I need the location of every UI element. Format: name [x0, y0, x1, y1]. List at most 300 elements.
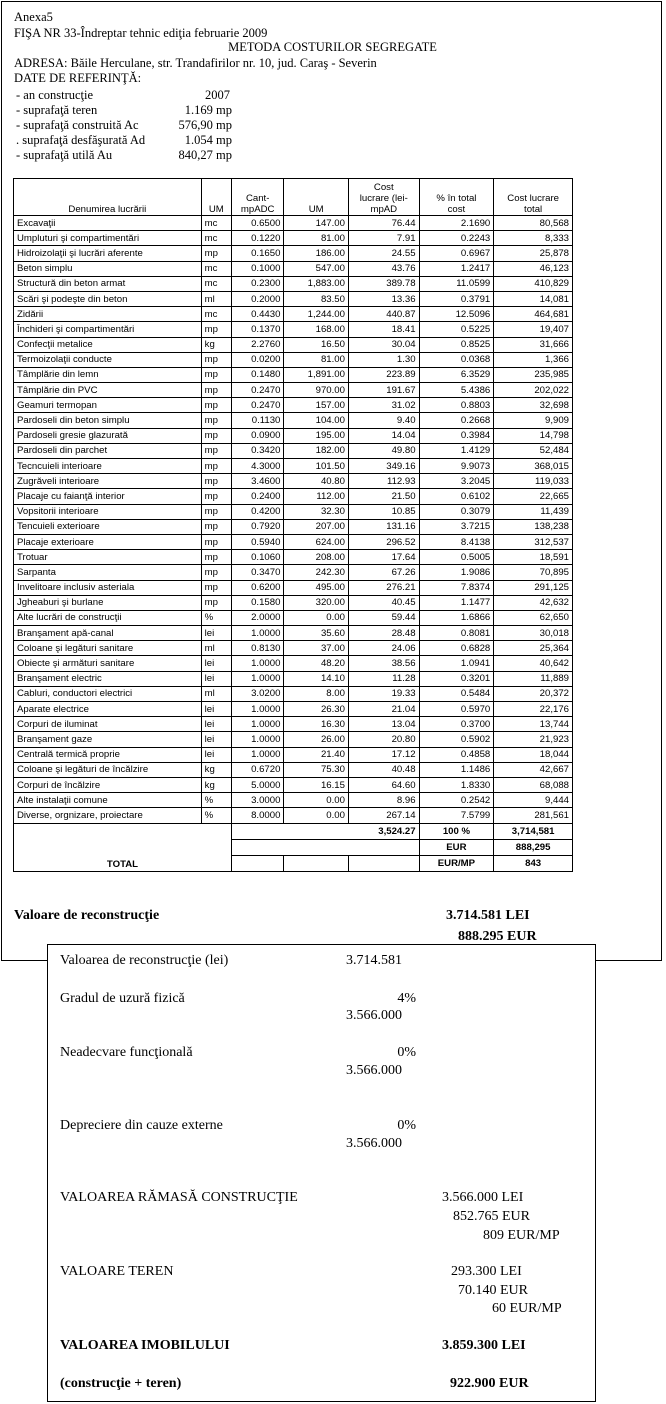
cell-um: lei: [201, 702, 231, 717]
cell-um: %: [201, 610, 231, 625]
cell-pct: 0.5484: [419, 686, 494, 701]
cell-total: 410,829: [494, 276, 573, 291]
cell-pct: 0.5225: [419, 322, 494, 337]
cell-qty: 0.1000: [231, 261, 283, 276]
cell-pct: 1.2417: [419, 261, 494, 276]
cell-cost: 14.04: [348, 428, 419, 443]
cell-um: mp: [201, 534, 231, 549]
cell-total: 11,439: [494, 504, 573, 519]
cell-pct: 12.5096: [419, 307, 494, 322]
cell-um2: 1,883.00: [284, 276, 349, 291]
cell-qty: 0.6720: [231, 762, 283, 777]
cell-qty: 0.2470: [231, 383, 283, 398]
cell-pct: 0.8803: [419, 398, 494, 413]
cell-name: Închideri şi compartimentări: [14, 322, 202, 337]
cell-name: Vopsitorii interioare: [14, 504, 202, 519]
cell-qty: 3.0200: [231, 686, 283, 701]
cell-name: Confecţii metalice: [14, 337, 202, 352]
cell-qty: 0.1130: [231, 413, 283, 428]
cell-pct: 0.3700: [419, 717, 494, 732]
ref-label: - suprafaţă construită Ac: [16, 118, 139, 132]
cell-name: Excavaţii: [14, 216, 202, 231]
cell-cost: 64.60: [348, 777, 419, 792]
cell-qty: 0.2470: [231, 398, 283, 413]
cell-cost: 9.40: [348, 413, 419, 428]
cell-total: 13,744: [494, 717, 573, 732]
cell-um: mp: [201, 367, 231, 382]
cell-um2: 40.80: [284, 474, 349, 489]
cell-um: mp: [201, 398, 231, 413]
cell-name: Sarpanta: [14, 565, 202, 580]
cell-pct: 3.2045: [419, 474, 494, 489]
cell-cost: 30.04: [348, 337, 419, 352]
cell-um2: 26.00: [284, 732, 349, 747]
sheet-title: FIŞA NR 33-Îndreptar tehnic ediţia februarie 2009: [14, 26, 268, 40]
cell-pct: 0.3079: [419, 504, 494, 519]
cell-um: lei: [201, 732, 231, 747]
cell-qty: 3.0000: [231, 793, 283, 808]
col-header-pct: % în total cost: [419, 179, 494, 216]
cell-um2: 112.00: [284, 489, 349, 504]
reconstruction-label: Valoare de reconstrucţie: [14, 908, 160, 923]
cell-qty: 1.0000: [231, 702, 283, 717]
cell-um2: 0.00: [284, 808, 349, 823]
cell-pct: 5.4386: [419, 383, 494, 398]
cell-cost: 191.67: [348, 383, 419, 398]
table-row: [14, 595, 573, 610]
cell-pct: 0.2668: [419, 413, 494, 428]
table-row: [14, 398, 573, 413]
cell-um2: 37.00: [284, 641, 349, 656]
cell-qty: 2.0000: [231, 610, 283, 625]
cell-total: 14,798: [494, 428, 573, 443]
cell-um: ml: [201, 291, 231, 306]
cell-um2: 242.30: [284, 565, 349, 580]
cell-um: mc: [201, 261, 231, 276]
cell-qty: 0.7920: [231, 519, 283, 534]
cell-qty: 3.4600: [231, 474, 283, 489]
cell-qty: 0.6200: [231, 580, 283, 595]
table-row: [14, 793, 573, 808]
cell-um2: 547.00: [284, 261, 349, 276]
cell-total: 9,444: [494, 793, 573, 808]
land-eur: 70.140 EUR: [458, 1283, 528, 1298]
ref-label: - suprafaţă utilă Au: [16, 148, 113, 162]
cell-um2: 21.40: [284, 747, 349, 762]
cell-pct: 3.7215: [419, 519, 494, 534]
cell-cost: 1.30: [348, 352, 419, 367]
cost-sum: 3,524.27: [231, 823, 419, 839]
reconstruction-lei: 3.714.581 LEI: [446, 908, 530, 923]
cell-pct: 0.8525: [419, 337, 494, 352]
cell-qty: 1.0000: [231, 626, 283, 641]
cell-um: %: [201, 793, 231, 808]
cell-pct: 0.5970: [419, 702, 494, 717]
cell-um: kg: [201, 777, 231, 792]
table-row: [14, 504, 573, 519]
cell-cost: 49.80: [348, 443, 419, 458]
cell-um: mp: [201, 489, 231, 504]
cell-cost: 8.96: [348, 793, 419, 808]
eurmp-label: EUR/MP: [419, 855, 494, 871]
empty-cell: [348, 855, 419, 871]
cell-name: Tâmplărie din lemn: [14, 367, 202, 382]
cell-name: Invelitoare inclusiv asteriala: [14, 580, 202, 595]
cell-um2: 320.00: [284, 595, 349, 610]
cell-cost: 389.78: [348, 276, 419, 291]
cell-total: 80,568: [494, 216, 573, 231]
cell-cost: 17.12: [348, 747, 419, 762]
table-row: [14, 291, 573, 306]
cell-um: mp: [201, 413, 231, 428]
cell-name: Jgheaburi şi burlane: [14, 595, 202, 610]
cell-qty: 0.1370: [231, 322, 283, 337]
table-row: [14, 261, 573, 276]
cell-pct: 0.0368: [419, 352, 494, 367]
cell-total: 22,665: [494, 489, 573, 504]
cell-cost: 76.44: [348, 216, 419, 231]
cell-name: Corpuri de iluminat: [14, 717, 202, 732]
cell-total: 31,666: [494, 337, 573, 352]
cell-um2: 8.00: [284, 686, 349, 701]
cell-um: mp: [201, 580, 231, 595]
cell-qty: 0.0200: [231, 352, 283, 367]
cell-name: Corpuri de încălzire: [14, 777, 202, 792]
cell-name: Aparate electrice: [14, 702, 202, 717]
col-header-total: Cost lucrare total: [494, 179, 573, 216]
table-row: [14, 641, 573, 656]
table-row: [14, 626, 573, 641]
cell-cost: 267.14: [348, 808, 419, 823]
cell-name: Tecncuieli interioare: [14, 459, 202, 474]
cell-um: mc: [201, 216, 231, 231]
cell-total: 1,366: [494, 352, 573, 367]
table-row: [14, 276, 573, 291]
cell-um: kg: [201, 762, 231, 777]
cell-um: mp: [201, 565, 231, 580]
total-eurmp: 843: [494, 855, 573, 871]
cell-pct: 1.0941: [419, 656, 494, 671]
cell-cost: 21.50: [348, 489, 419, 504]
cell-name: Hidroizolaţii şi lucrări aferente: [14, 246, 202, 261]
cell-total: 62,650: [494, 610, 573, 625]
func-label: Neadecvare funcţională: [60, 1045, 193, 1060]
total-lei: 3,714,581: [494, 823, 573, 839]
cell-um: lei: [201, 671, 231, 686]
cell-um2: 16.15: [284, 777, 349, 792]
cell-pct: 0.2542: [419, 793, 494, 808]
remain-eur: 852.765 EUR: [453, 1209, 530, 1224]
ref-value: 840,27 mp: [178, 148, 232, 162]
cell-name: Coloane şi legături de încălzire: [14, 762, 202, 777]
cell-cost: 38.56: [348, 656, 419, 671]
cell-cost: 43.76: [348, 261, 419, 276]
property-label: VALOAREA IMOBILULUI: [60, 1338, 230, 1353]
annex-label: Anexa5: [14, 10, 53, 24]
table-row: [14, 383, 573, 398]
table-row: [14, 732, 573, 747]
cell-name: Umpluturi şi compartimentări: [14, 231, 202, 246]
cell-name: Geamuri termopan: [14, 398, 202, 413]
cell-name: Centrală termică proprie: [14, 747, 202, 762]
cell-um2: 624.00: [284, 534, 349, 549]
cell-qty: 0.4430: [231, 307, 283, 322]
cell-name: Diverse, orgnizare, proiectare: [14, 808, 202, 823]
cell-pct: 9.9073: [419, 459, 494, 474]
cell-um2: 0.00: [284, 610, 349, 625]
cell-total: 464,681: [494, 307, 573, 322]
cell-qty: 0.3470: [231, 565, 283, 580]
address-line: ADRESA: Băile Herculane, str. Trandafirilor nr. 10, jud. Caraş - Severin: [14, 56, 377, 70]
cell-total: 14,081: [494, 291, 573, 306]
cell-name: Branşament electric: [14, 671, 202, 686]
cell-qty: 1.0000: [231, 747, 283, 762]
cell-name: Alte instalaţii comune: [14, 793, 202, 808]
cell-um2: 104.00: [284, 413, 349, 428]
cell-cost: 349.16: [348, 459, 419, 474]
cell-total: 18,591: [494, 550, 573, 565]
cell-um: lei: [201, 626, 231, 641]
cell-pct: 1.9086: [419, 565, 494, 580]
ext-pct: 0%: [397, 1118, 416, 1133]
cell-total: 32,698: [494, 398, 573, 413]
cell-um: mp: [201, 519, 231, 534]
cell-cost: 31.02: [348, 398, 419, 413]
table-row: [14, 459, 573, 474]
col-header-um: UM: [201, 179, 231, 216]
cell-um: mp: [201, 352, 231, 367]
col-header-qty: Cant- mpADC: [231, 179, 283, 216]
ref-value: 576,90 mp: [178, 118, 232, 132]
reference-title: DATE DE REFERINŢĂ:: [14, 71, 142, 85]
table-row: [14, 550, 573, 565]
cell-um2: 81.00: [284, 352, 349, 367]
cell-cost: 24.55: [348, 246, 419, 261]
cell-um2: 83.50: [284, 291, 349, 306]
cell-name: Obiecte şi armături sanitare: [14, 656, 202, 671]
cell-cost: 131.16: [348, 519, 419, 534]
cell-pct: 0.3984: [419, 428, 494, 443]
cell-pct: 7.5799: [419, 808, 494, 823]
land-lei: 293.300 LEI: [451, 1264, 522, 1279]
cell-cost: 296.52: [348, 534, 419, 549]
cell-name: Branşament gaze: [14, 732, 202, 747]
ref-row: [16, 88, 230, 102]
cell-pct: 1.4129: [419, 443, 494, 458]
summary-sheet: [47, 944, 596, 1402]
cell-um: mp: [201, 595, 231, 610]
cell-total: 11,889: [494, 671, 573, 686]
cell-total: 42,632: [494, 595, 573, 610]
cell-um2: 207.00: [284, 519, 349, 534]
table-row: [14, 216, 573, 231]
table-row: [14, 246, 573, 261]
col-header-name: Denumirea lucrării: [14, 179, 202, 216]
cell-name: Cabluri, conductori electrici: [14, 686, 202, 701]
cell-name: Structură din beton armat: [14, 276, 202, 291]
cell-qty: 0.1220: [231, 231, 283, 246]
cell-cost: 18.41: [348, 322, 419, 337]
cell-name: Placaje exterioare: [14, 534, 202, 549]
cell-cost: 59.44: [348, 610, 419, 625]
property-sub: (construcţie + teren): [60, 1376, 182, 1391]
table-row: [14, 565, 573, 580]
empty-cell: [284, 855, 349, 871]
cell-um: kg: [201, 337, 231, 352]
cell-pct: 7.8374: [419, 580, 494, 595]
cell-total: 8,333: [494, 231, 573, 246]
pct-sum: 100 %: [419, 823, 494, 839]
func-pct: 0%: [397, 1045, 416, 1060]
cell-um2: 1,891.00: [284, 367, 349, 382]
cell-um2: 26.30: [284, 702, 349, 717]
empty-cell: [231, 839, 419, 855]
cell-qty: 0.1580: [231, 595, 283, 610]
reconstruction-eur: 888.295 EUR: [458, 929, 537, 944]
cell-total: 368,015: [494, 459, 573, 474]
cell-um2: 0.00: [284, 793, 349, 808]
cell-um2: 1,244.00: [284, 307, 349, 322]
cell-cost: 13.04: [348, 717, 419, 732]
table-row: [14, 534, 573, 549]
cell-um2: 195.00: [284, 428, 349, 443]
remain-eurmp: 809 EUR/MP: [483, 1228, 560, 1243]
cell-total: 138,238: [494, 519, 573, 534]
cell-um2: 101.50: [284, 459, 349, 474]
cell-um: ml: [201, 641, 231, 656]
cell-pct: 0.3791: [419, 291, 494, 306]
cell-name: Branşament apă-canal: [14, 626, 202, 641]
table-row: [14, 656, 573, 671]
cell-qty: 1.0000: [231, 732, 283, 747]
table-row: [14, 717, 573, 732]
cell-um: mp: [201, 246, 231, 261]
table-row: [14, 610, 573, 625]
cell-um2: 157.00: [284, 398, 349, 413]
cell-total: 202,022: [494, 383, 573, 398]
method-title: METODA COSTURILOR SEGREGATE: [228, 40, 437, 54]
cell-total: 40,642: [494, 656, 573, 671]
table-row: [14, 519, 573, 534]
ref-label: . suprafaţă desfăşurată Ad: [16, 133, 146, 147]
cell-pct: 0.3201: [419, 671, 494, 686]
cell-name: Trotuar: [14, 550, 202, 565]
cell-um2: 16.50: [284, 337, 349, 352]
cell-um: mc: [201, 231, 231, 246]
cell-qty: 0.6500: [231, 216, 283, 231]
cell-cost: 40.45: [348, 595, 419, 610]
cell-pct: 1.8330: [419, 777, 494, 792]
table-row: [14, 322, 573, 337]
cell-qty: 0.5940: [231, 534, 283, 549]
wear-pct: 4%: [397, 991, 416, 1006]
cell-pct: 0.8081: [419, 626, 494, 641]
cell-name: Placaje cu faianţă interior: [14, 489, 202, 504]
cell-total: 25,878: [494, 246, 573, 261]
cell-cost: 10.85: [348, 504, 419, 519]
cell-qty: 0.8130: [231, 641, 283, 656]
cell-um2: 186.00: [284, 246, 349, 261]
remain-label: VALOAREA RĂMASĂ CONSTRUCŢIE: [60, 1190, 298, 1205]
cell-total: 52,484: [494, 443, 573, 458]
cell-pct: 0.6828: [419, 641, 494, 656]
cell-cost: 223.89: [348, 367, 419, 382]
cell-qty: 0.2400: [231, 489, 283, 504]
cell-name: Alte lucrări de construcţii: [14, 610, 202, 625]
cell-total: 22,176: [494, 702, 573, 717]
cell-um: mc: [201, 276, 231, 291]
cell-total: 70,895: [494, 565, 573, 580]
table-row: [14, 702, 573, 717]
cell-cost: 21.04: [348, 702, 419, 717]
cell-pct: 8.4138: [419, 534, 494, 549]
cell-um2: 182.00: [284, 443, 349, 458]
cell-qty: 0.1480: [231, 367, 283, 382]
cell-um2: 48.20: [284, 656, 349, 671]
cell-pct: 1.1477: [419, 595, 494, 610]
cell-um2: 32.30: [284, 504, 349, 519]
cell-um: mp: [201, 443, 231, 458]
cell-um2: 970.00: [284, 383, 349, 398]
table-row: [14, 489, 573, 504]
cell-cost: 440.87: [348, 307, 419, 322]
cell-pct: 0.6102: [419, 489, 494, 504]
cell-qty: 0.1060: [231, 550, 283, 565]
cell-um: mp: [201, 322, 231, 337]
total-label: TOTAL: [14, 823, 232, 871]
cell-pct: 0.5902: [419, 732, 494, 747]
table-row: [14, 337, 573, 352]
cell-cost: 40.48: [348, 762, 419, 777]
wear-value: 3.566.000: [346, 1008, 402, 1023]
ext-label: Depreciere din cauze externe: [60, 1118, 223, 1133]
cell-total: 19,407: [494, 322, 573, 337]
cell-pct: 11.0599: [419, 276, 494, 291]
cell-pct: 0.4858: [419, 747, 494, 762]
cell-qty: 8.0000: [231, 808, 283, 823]
cell-name: Zidării: [14, 307, 202, 322]
cell-cost: 11.28: [348, 671, 419, 686]
cell-qty: 5.0000: [231, 777, 283, 792]
cell-total: 21,923: [494, 732, 573, 747]
cell-total: 291,125: [494, 580, 573, 595]
table-row: [14, 367, 573, 382]
ref-row: [16, 133, 232, 147]
cell-um: lei: [201, 656, 231, 671]
valuation-sheet: [1, 1, 662, 961]
table-row: [14, 352, 573, 367]
cell-um: mp: [201, 504, 231, 519]
cell-pct: 0.6967: [419, 246, 494, 261]
cell-total: 42,667: [494, 762, 573, 777]
cell-total: 119,033: [494, 474, 573, 489]
cell-total: 281,561: [494, 808, 573, 823]
remain-lei: 3.566.000 LEI: [442, 1190, 524, 1205]
ref-row: [16, 118, 232, 132]
cell-um: ml: [201, 686, 231, 701]
cell-total: 312,537: [494, 534, 573, 549]
cell-name: Tâmplărie din PVC: [14, 383, 202, 398]
ext-value: 3.566.000: [346, 1136, 402, 1151]
recon-value: 3.714.581: [346, 953, 402, 968]
cell-cost: 7.91: [348, 231, 419, 246]
table-row: [14, 428, 573, 443]
wear-label: Gradul de uzură fizică: [60, 991, 185, 1006]
cell-um: mp: [201, 428, 231, 443]
cell-um: lei: [201, 747, 231, 762]
cell-um: mp: [201, 459, 231, 474]
ref-label: - suprafaţă teren: [16, 103, 98, 117]
